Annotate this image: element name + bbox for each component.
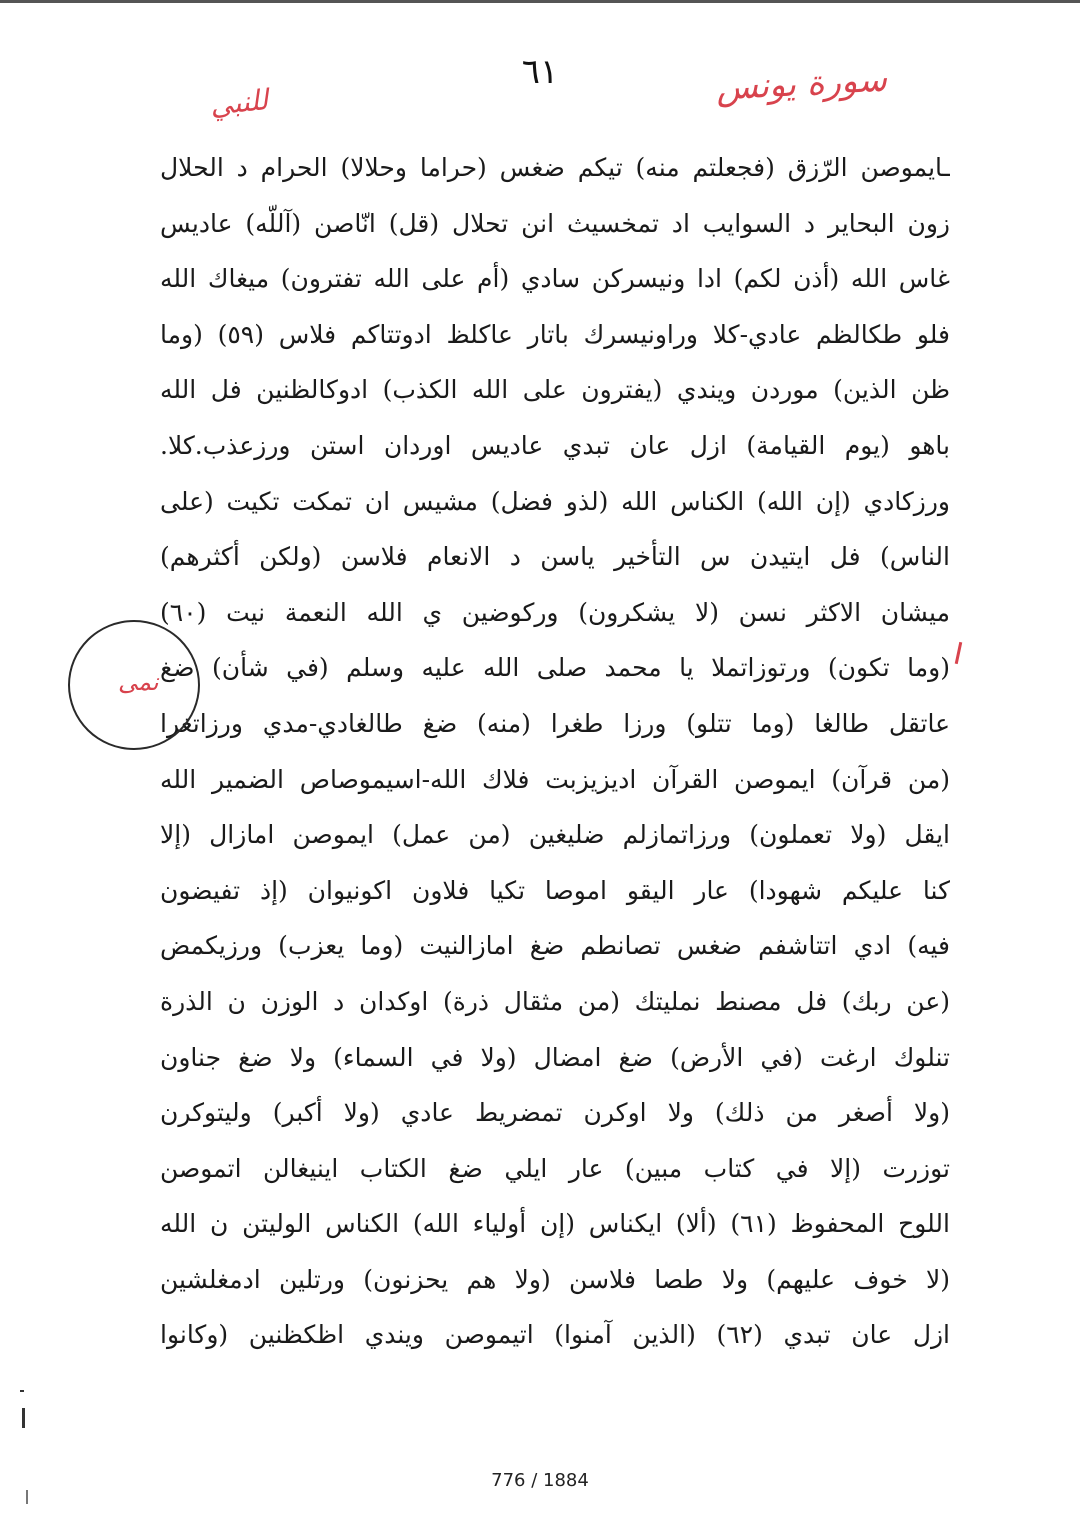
text-line: ـايموصن الرّزق (فجعلتم منه) تيكم ضغس (حراما وحلالا) الحرام د الحلال xyxy=(160,153,950,182)
text-line: (من قرآن) ايموصن القرآن اديزيزبت فلاك الله-اسيموصاص الضمير الله xyxy=(160,764,950,794)
page-counter: 776 / 1884 xyxy=(491,1470,589,1491)
text-line: اللوح المحفوظ (٦١) (ألا) ايكناس (إن أولياء الله) الكناس الوليتن ن الله xyxy=(160,1209,950,1239)
arabic-text-body xyxy=(160,140,950,1363)
text-line: فلو طكالظم عادي-كلا وراونيسرك باتار عاكلظ ادوتتاكم فلاس (٥٩) (وما xyxy=(160,319,950,349)
text-line: (لا خوف عليهم) ولا طصا فلاسن (ولا هم يحزنون) ورتلين ادمغلشين xyxy=(160,1264,950,1294)
red-margin-tick xyxy=(955,642,963,664)
text-line: كنا عليكم شهودا) عار اليقو اموصا تكيا فلاون اكونيوان (إذ تفيضون xyxy=(160,875,950,905)
text-line: (ولا أصغر من ذلك) ولا اوكرن تمضريط عادي (ولا أكبر) وليتوكرن xyxy=(160,1098,950,1128)
text-line: عاتقل طالغا (وما تتلو) ورزا طغرا (منه) ضغ طالغادي-مدي ورزاتغرا xyxy=(160,708,950,738)
circle-handwritten-note: نمى xyxy=(118,668,159,696)
text-line: (وما تكون) ورتوزاتملا يا محمد صلى الله عليه وسلم (في شأن) ضغ xyxy=(160,653,950,683)
text-line: غاس الله (أذن لكم) ادا ونيسركن سادي (أم على الله تفترون) ميغاك الله xyxy=(160,264,950,294)
text-line: ظن الذين) موردن ويندي (يفترون على الله الكذب) ادوكالظنين فل الله xyxy=(160,375,950,405)
margin-mark xyxy=(20,1390,24,1392)
margin-handwritten-note: للنبي xyxy=(208,83,270,122)
text-line: الناس) فل ايتيدن س التأخير ياسن د الانعام فلاسن (ولكن أكثرهم) xyxy=(160,542,950,572)
margin-mark xyxy=(26,1490,28,1504)
text-line: ازل عان تبدي (٦٢) (الذين آمنوا) اتيموصن ويندي اظكظنين (وكانوا xyxy=(160,1320,950,1350)
text-line: توزرت (إلا في كتاب مبين) عار ايلي ضغ الكتاب اينيغالن اتموصن xyxy=(160,1153,950,1183)
text-line: ورزكادي (إن الله) الكناس الله (لذو فضل) مشيس ان تمكت تكيت (على xyxy=(160,486,950,516)
text-line: ميشان الاكثر نسن (لا يشكرون) وركوضين ي الله النعمة نيت (٦٠) xyxy=(160,597,950,627)
page-number: ٦١ xyxy=(521,52,559,92)
top-border xyxy=(0,0,1080,3)
text-line: فيه) ادي اتتاشفم ضغس تصانطم ضغ امازالنيت (وما يعزب) ورزيكمض xyxy=(160,931,950,961)
text-line: ايقل (ولا تعملون) ورزاتمازلم ضليغين (من عمل) ايموصن امازال (إلا xyxy=(160,820,950,850)
text-line: (عن ربك) فل مصنط نمليتك (من مثقال ذرة) اوكدان د الوزن ن الذرة xyxy=(160,986,950,1016)
surah-handwritten-note: سورة يونس xyxy=(715,59,888,109)
text-line: باهو (يوم القيامة) ازل عان تبدي عاديس اوردان استن ورزعذب.كلا. xyxy=(160,430,950,460)
text-line: زون البحاير د السوايب اد تمخسيث انن تحلال (قل) انّاصن (آللّه) عاديس xyxy=(160,208,950,238)
text-line: تنلوك ارغت (في الأرض) ضغ امضال (ولا في السماء) ولا ضغ جناون xyxy=(160,1042,950,1072)
margin-mark xyxy=(22,1408,25,1428)
